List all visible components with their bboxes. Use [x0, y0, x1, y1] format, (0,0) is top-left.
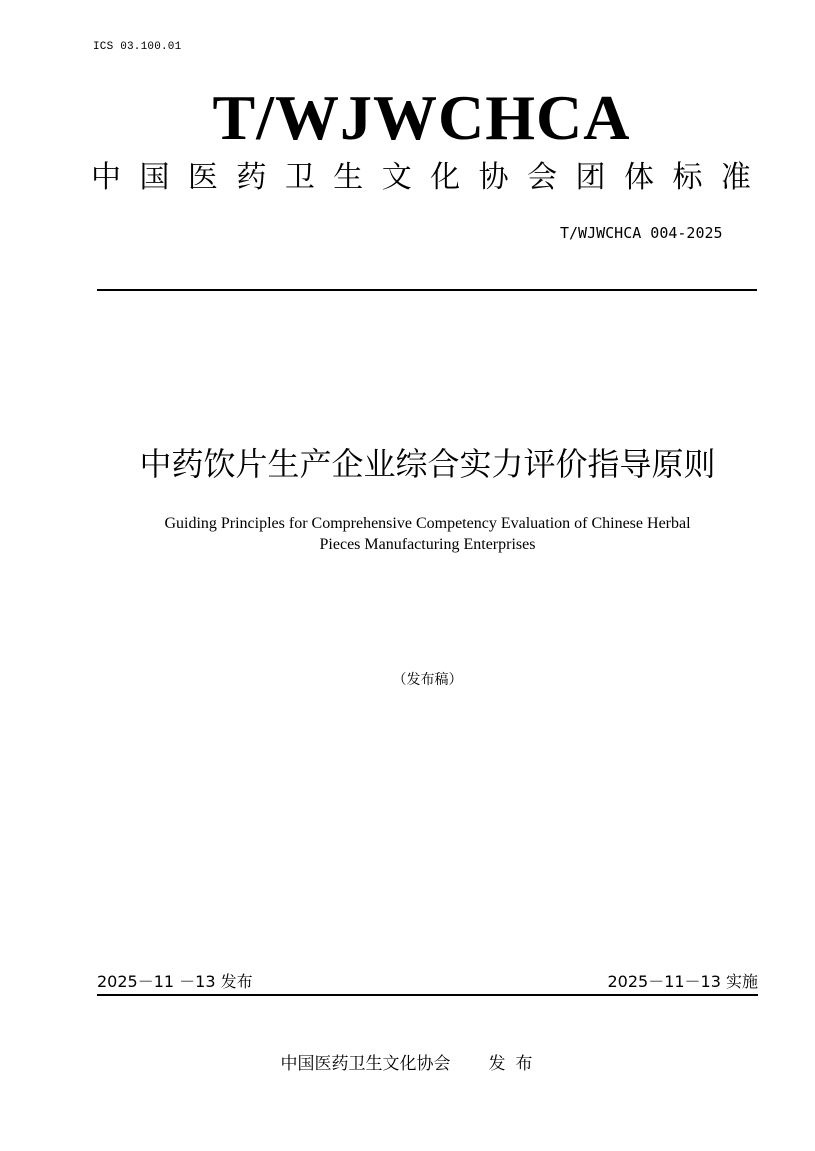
issuer-name: 中国医药卫生文化协会 [280, 1054, 451, 1074]
standard-number: T/WJWCHCA 004-2025 [560, 224, 723, 242]
org-title-char: 标 [672, 160, 703, 195]
issuer-line [0, 1052, 815, 1076]
issue-date: 2025－11 －13 发布 [97, 972, 253, 991]
org-title-char: 体 [623, 160, 654, 195]
org-title-char: 生 [333, 160, 364, 195]
org-title-char: 卫 [284, 160, 315, 195]
org-title-char: 中 [91, 160, 121, 195]
draft-status: （发布稿） [392, 672, 463, 688]
ics-code: ICS 03.100.01 [93, 41, 182, 53]
org-title-char: 准 [720, 160, 751, 195]
organization-code: T/WJWCHCA [212, 82, 631, 153]
header-divider [97, 289, 757, 291]
title-en-line: Guiding Principles for Comprehensive Competency Evaluation of Chinese Herbal [164, 515, 691, 532]
org-title-char: 协 [478, 160, 509, 195]
organization-standard-title [91, 158, 751, 198]
issuer-verb: 发布 [488, 1054, 543, 1074]
implementation-date: 2025－11－13 实施 [607, 972, 758, 991]
org-title-char: 国 [139, 160, 170, 195]
footer-divider [97, 994, 758, 996]
org-title-char: 文 [381, 160, 412, 195]
org-title-char: 药 [236, 160, 267, 195]
document-title-cn: 中药饮片生产企业综合实力评价指导原则 [139, 445, 716, 483]
org-title-char: 化 [430, 160, 461, 195]
document-title-en [0, 513, 815, 555]
org-title-char: 医 [187, 160, 218, 195]
org-title-char: 会 [527, 160, 558, 195]
title-en-line: Pieces Manufacturing Enterprises [319, 536, 536, 553]
org-title-char: 团 [575, 160, 606, 195]
